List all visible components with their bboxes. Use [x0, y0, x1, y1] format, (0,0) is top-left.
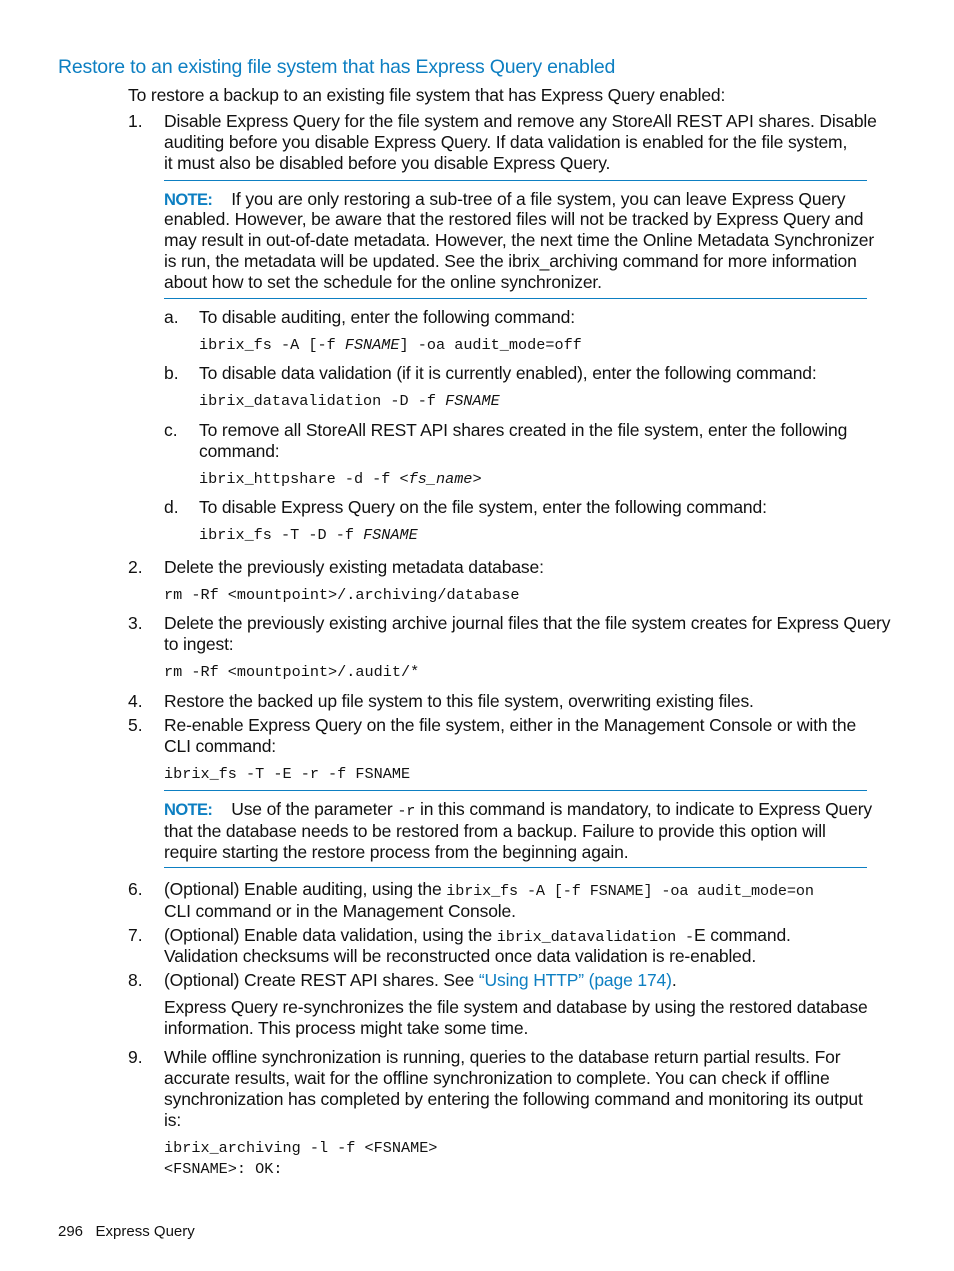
step1-line: it must also be disabled before you disable Express Query.: [164, 153, 611, 173]
page-footer: [58, 1222, 195, 1242]
step9-text: accurate results, wait for the offline synchronization to complete. You can check if offline: [164, 1068, 830, 1088]
command-line: ibrix_fs -T -E -r -f FSNAME: [164, 765, 411, 783]
note-top-rule: [164, 180, 867, 181]
page-link[interactable]: “Using HTTP” (page 174): [478, 970, 672, 990]
inline-code: ibrix_fs -A [-f FSNAME] -oa audit_mode=on: [446, 882, 814, 900]
substep-c-text: To remove all StoreAll REST API shares created in the file system, enter the following: [199, 420, 848, 440]
step7-text: (Optional) Enable data validation, using the ibrix_datavalidation -E command.: [164, 925, 791, 946]
note1-text: If you are only restoring a sub-tree of a file system, you can leave Express Query: [231, 189, 846, 209]
note-top-rule: [164, 790, 867, 791]
step-number: 1.: [128, 111, 143, 131]
step-number: 6.: [128, 879, 143, 899]
footer-section: Express Query: [95, 1223, 195, 1240]
note1-line: enabled. However, be aware that the restored files will not be tracked by Express Query and: [164, 209, 864, 229]
intro-text: To restore a backup to an existing file system that has Express Query enabled:: [128, 85, 726, 105]
note2-line: require starting the restore process from the beginning again.: [164, 842, 629, 862]
step7-text: Validation checksums will be reconstructed once data validation is re-enabled.: [164, 946, 757, 966]
step6-text: CLI command or in the Management Console.: [164, 901, 516, 921]
note2-line: NOTE: Use of the parameter -r in this command is mandatory, to indicate to Express Query: [164, 799, 872, 820]
note2-line: that the database needs to be restored from a backup. Failure to provide this option will: [164, 821, 826, 841]
step5-text: Re-enable Express Query on the file system, either in the Management Console or with the: [164, 715, 857, 735]
note1-line: may result in out-of-date metadata. However, the next time the Online Metadata Synchronizer: [164, 230, 875, 250]
step-number: 9.: [128, 1047, 143, 1067]
command-line: ibrix_datavalidation -D -f FSNAME: [199, 392, 500, 410]
step4-text: Restore the backed up file system to this file system, overwriting existing files.: [164, 691, 754, 711]
step8-text: (Optional) Create REST API shares. See “Using HTTP” (page 174).: [164, 970, 677, 990]
command-line: ibrix_fs -A [-f FSNAME] -oa audit_mode=off: [199, 336, 582, 354]
note-bottom-rule: [164, 298, 867, 299]
step2-text: Delete the previously existing metadata database:: [164, 557, 544, 577]
command-line: rm -Rf <mountpoint>/.audit/*: [164, 663, 420, 681]
step3-text: to ingest:: [164, 634, 234, 654]
step-number: 3.: [128, 613, 143, 633]
command-line: ibrix_archiving -l -f <FSNAME>: [164, 1139, 438, 1157]
substep-d-text: To disable Express Query on the file system, enter the following command:: [199, 497, 767, 517]
substep-c-text: command:: [199, 441, 280, 461]
note1-line: [164, 189, 845, 211]
step9-text: While offline synchronization is running, queries to the database return partial results. For: [164, 1047, 841, 1067]
step9-text: synchronization has completed by entering the following command and monitoring its output: [164, 1089, 863, 1109]
substep-letter: c.: [164, 420, 178, 440]
step-number: 5.: [128, 715, 143, 735]
command-line: ibrix_httpshare -d -f <fs_name>: [199, 470, 482, 488]
step-number: 2.: [128, 557, 143, 577]
step5-text: CLI command:: [164, 736, 276, 756]
step-number: 7.: [128, 925, 143, 945]
substep-b-text: To disable data validation (if it is currently enabled), enter the following command:: [199, 363, 817, 383]
step1-line: auditing before you disable Express Query. If data validation is enabled for the file system,: [164, 132, 848, 152]
step6-text: (Optional) Enable auditing, using the ibrix_fs -A [-f FSNAME] -oa audit_mode=on: [164, 879, 814, 900]
substep-letter: a.: [164, 307, 179, 327]
note-label: NOTE:: [164, 191, 213, 209]
step-number: 8.: [128, 970, 143, 990]
inline-code: ibrix_datavalidation -: [496, 928, 694, 946]
page-number: 296: [58, 1223, 84, 1240]
step1-line: Disable Express Query for the file system and remove any StoreAll REST API shares. Disable: [164, 111, 877, 131]
substep-a-text: To disable auditing, enter the following command:: [199, 307, 575, 327]
note-bottom-rule: [164, 867, 867, 868]
note1-line: about how to set the schedule for the online synchronizer.: [164, 272, 602, 292]
command-output: <FSNAME>: OK:: [164, 1160, 283, 1178]
command-line: ibrix_fs -T -D -f FSNAME: [199, 526, 418, 544]
section-heading: Restore to an existing file system that has Express Query enabled: [58, 56, 616, 78]
note-label: NOTE:: [164, 801, 213, 819]
step9-text: is:: [164, 1110, 182, 1130]
command-line: rm -Rf <mountpoint>/.archiving/database: [164, 586, 520, 604]
step8-paragraph: Express Query re-synchronizes the file system and database by using the restored database: [164, 997, 868, 1017]
step-number: 4.: [128, 691, 143, 711]
substep-letter: b.: [164, 363, 179, 383]
inline-code: -r: [397, 802, 416, 820]
note1-line: is run, the metadata will be updated. See the ibrix_archiving command for more information: [164, 251, 857, 271]
step8-paragraph: information. This process might take some time.: [164, 1018, 529, 1038]
substep-letter: d.: [164, 497, 179, 517]
step3-text: Delete the previously existing archive journal files that the file system creates for Express Query: [164, 613, 891, 633]
